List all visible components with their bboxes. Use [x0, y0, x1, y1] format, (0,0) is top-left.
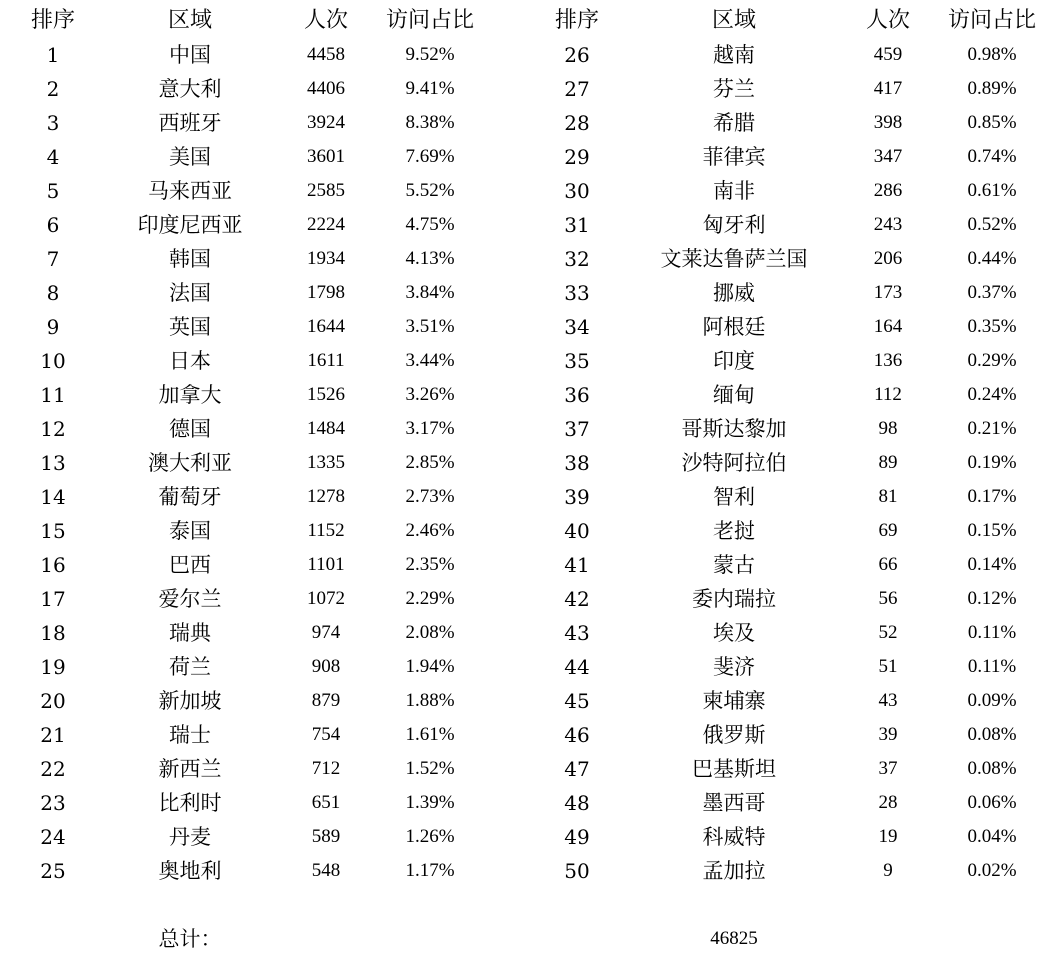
rank-cell: 2 [46, 77, 60, 101]
rank-cell: 28 [564, 111, 590, 135]
rank-cell: 45 [564, 689, 590, 713]
table-row [0, 718, 1045, 752]
header-region-left: 区域 [167, 8, 212, 33]
share-cell: 0.61% [967, 180, 1017, 201]
region-cell: 芬兰 [713, 77, 755, 101]
visits-cell: 112 [874, 384, 902, 405]
visits-cell: 19 [878, 826, 898, 847]
rank-cell: 18 [40, 621, 66, 645]
region-cell: 斐济 [713, 655, 755, 679]
visits-cell: 1611 [307, 350, 345, 371]
region-cell: 中国 [169, 43, 211, 67]
rank-cell: 20 [40, 689, 66, 713]
table-row [0, 208, 1045, 242]
region-cell: 美国 [169, 145, 211, 169]
region-cell: 德国 [169, 417, 211, 441]
rank-cell: 40 [564, 519, 590, 543]
rank-cell: 38 [564, 451, 590, 475]
share-cell: 0.21% [967, 418, 1017, 439]
visits-cell: 286 [873, 180, 903, 201]
region-cell: 蒙古 [713, 553, 755, 577]
share-cell: 2.08% [405, 622, 455, 643]
visits-cell: 754 [311, 724, 341, 745]
region-cell: 奥地利 [158, 859, 222, 883]
table-row [0, 106, 1045, 140]
rank-cell: 34 [564, 315, 590, 339]
visits-cell: 2224 [307, 214, 345, 235]
share-cell: 2.35% [405, 554, 455, 575]
share-cell: 9.41% [405, 78, 455, 99]
rank-cell: 16 [40, 553, 66, 577]
header-rank-right: 排序 [554, 8, 599, 33]
region-cell: 日本 [169, 349, 211, 373]
visits-cell: 52 [878, 622, 898, 643]
rank-cell: 33 [564, 281, 590, 305]
rank-cell: 48 [564, 791, 590, 815]
rank-cell: 13 [40, 451, 66, 475]
rank-cell: 50 [564, 859, 590, 883]
header-share-right: 访问占比 [947, 8, 1036, 33]
rank-cell: 15 [40, 519, 66, 543]
rank-cell: 25 [40, 859, 66, 883]
region-cell: 俄罗斯 [702, 723, 766, 747]
share-cell: 2.46% [405, 520, 455, 541]
share-cell: 3.51% [405, 316, 455, 337]
visits-cell: 347 [873, 146, 903, 167]
rank-cell: 31 [564, 213, 590, 237]
region-cell: 英国 [169, 315, 211, 339]
rank-cell: 29 [564, 145, 590, 169]
visits-cell: 1072 [307, 588, 345, 609]
rank-cell: 47 [564, 757, 590, 781]
table-row [0, 684, 1045, 718]
visits-cell: 66 [878, 554, 898, 575]
table-row [0, 276, 1045, 310]
visits-cell: 459 [873, 44, 903, 65]
share-cell: 0.37% [967, 282, 1017, 303]
visits-cell: 974 [311, 622, 341, 643]
visits-cell: 1644 [307, 316, 345, 337]
share-cell: 0.11% [967, 622, 1017, 643]
share-cell: 2.73% [405, 486, 455, 507]
table-row [0, 310, 1045, 344]
region-cell: 荷兰 [169, 655, 211, 679]
table-row [0, 548, 1045, 582]
table-row [0, 820, 1045, 854]
region-cell: 法国 [169, 281, 211, 305]
rank-cell: 39 [564, 485, 590, 509]
region-cell: 瑞士 [169, 723, 211, 747]
header-visits-left: 人次 [303, 8, 348, 33]
region-cell: 丹麦 [169, 825, 211, 849]
rank-cell: 8 [46, 281, 60, 305]
region-cell: 科威特 [702, 825, 766, 849]
rank-cell: 35 [564, 349, 590, 373]
visits-cell: 89 [878, 452, 898, 473]
visits-cell: 651 [311, 792, 341, 813]
visits-cell: 69 [878, 520, 898, 541]
region-cell: 比利时 [158, 791, 222, 815]
header-visits-right: 人次 [865, 8, 910, 33]
region-cell: 老挝 [713, 519, 755, 543]
rank-cell: 12 [40, 417, 66, 441]
visits-cell: 1101 [307, 554, 345, 575]
header-region-right: 区域 [711, 8, 756, 33]
rank-cell: 37 [564, 417, 590, 441]
visits-cell: 43 [878, 690, 898, 711]
table-row [0, 446, 1045, 480]
rank-cell: 17 [40, 587, 66, 611]
region-cell: 瑞典 [169, 621, 211, 645]
share-cell: 1.26% [405, 826, 455, 847]
region-cell: 柬埔寨 [702, 689, 766, 713]
share-cell: 0.98% [967, 44, 1017, 65]
total-label: 总计： [158, 927, 222, 951]
visits-cell: 164 [873, 316, 903, 337]
rank-cell: 44 [564, 655, 590, 679]
share-cell: 0.02% [967, 860, 1017, 881]
share-cell: 0.24% [967, 384, 1017, 405]
visits-cell: 4458 [307, 44, 345, 65]
rank-cell: 27 [564, 77, 590, 101]
share-cell: 1.17% [405, 860, 455, 881]
rank-cell: 26 [564, 43, 590, 67]
region-cell: 新加坡 [158, 689, 222, 713]
region-cell: 西班牙 [158, 111, 222, 135]
region-cell: 希腊 [713, 111, 755, 135]
region-cell: 南非 [713, 179, 755, 203]
visits-cell: 1526 [307, 384, 345, 405]
share-cell: 0.89% [967, 78, 1017, 99]
visits-cell: 39 [878, 724, 898, 745]
share-cell: 7.69% [405, 146, 455, 167]
share-cell: 0.85% [967, 112, 1017, 133]
visits-cell: 51 [878, 656, 898, 677]
table-row [0, 786, 1045, 820]
visits-cell: 206 [873, 248, 903, 269]
rank-cell: 1 [46, 43, 60, 67]
visits-cell: 1335 [307, 452, 345, 473]
table-row [0, 378, 1045, 412]
region-cell: 越南 [713, 43, 755, 67]
share-cell: 3.84% [405, 282, 455, 303]
region-cell: 挪威 [713, 281, 755, 305]
share-cell: 8.38% [405, 112, 455, 133]
table-row [0, 412, 1045, 446]
table-row [0, 344, 1045, 378]
share-cell: 0.17% [967, 486, 1017, 507]
rank-cell: 36 [564, 383, 590, 407]
share-cell: 9.52% [405, 44, 455, 65]
rank-cell: 5 [46, 179, 60, 203]
region-cell: 爱尔兰 [158, 587, 222, 611]
region-cell: 阿根廷 [702, 315, 766, 339]
rank-cell: 46 [564, 723, 590, 747]
region-cell: 委内瑞拉 [692, 587, 776, 611]
table-row [0, 38, 1045, 72]
share-cell: 0.44% [967, 248, 1017, 269]
total-value: 46825 [710, 928, 758, 949]
rank-cell: 43 [564, 621, 590, 645]
share-cell: 0.12% [967, 588, 1017, 609]
share-cell: 1.52% [405, 758, 455, 779]
rank-cell: 11 [40, 383, 66, 407]
share-cell: 0.14% [967, 554, 1017, 575]
share-cell: 3.26% [405, 384, 455, 405]
share-cell: 1.39% [405, 792, 455, 813]
table-row [0, 174, 1045, 208]
region-cell: 孟加拉 [702, 859, 766, 883]
region-cell: 巴西 [169, 553, 211, 577]
share-cell: 2.29% [405, 588, 455, 609]
table-row [0, 514, 1045, 548]
share-cell: 3.44% [405, 350, 455, 371]
region-cell: 意大利 [158, 77, 222, 101]
visits-cell: 81 [878, 486, 898, 507]
visits-cell: 98 [878, 418, 898, 439]
region-cell: 墨西哥 [702, 791, 766, 815]
region-cell: 澳大利亚 [148, 451, 232, 475]
header-share-left: 访问占比 [385, 8, 474, 33]
share-cell: 0.06% [967, 792, 1017, 813]
share-cell: 1.88% [405, 690, 455, 711]
region-cell: 印度 [713, 349, 755, 373]
region-cell: 埃及 [713, 621, 755, 645]
rank-cell: 9 [46, 315, 60, 339]
rank-cell: 23 [40, 791, 66, 815]
visits-cell: 712 [311, 758, 341, 779]
region-cell: 韩国 [169, 247, 211, 271]
region-cell: 巴基斯坦 [692, 757, 776, 781]
visits-cell: 1798 [307, 282, 345, 303]
visits-cell: 2585 [307, 180, 345, 201]
visits-cell: 548 [311, 860, 341, 881]
visits-cell: 398 [873, 112, 903, 133]
region-cell: 智利 [713, 485, 755, 509]
visits-cell: 908 [311, 656, 341, 677]
share-cell: 0.08% [967, 758, 1017, 779]
share-cell: 0.29% [967, 350, 1017, 371]
visits-cell: 1152 [307, 520, 345, 541]
rank-cell: 41 [564, 553, 590, 577]
share-cell: 0.19% [967, 452, 1017, 473]
visits-cell: 37 [878, 758, 898, 779]
visits-cell: 1278 [307, 486, 345, 507]
rank-cell: 49 [564, 825, 590, 849]
visits-cell: 56 [878, 588, 898, 609]
share-cell: 0.35% [967, 316, 1017, 337]
share-cell: 0.15% [967, 520, 1017, 541]
share-cell: 0.04% [967, 826, 1017, 847]
rank-cell: 7 [46, 247, 60, 271]
rank-cell: 32 [564, 247, 590, 271]
table-row [0, 480, 1045, 514]
region-cell: 哥斯达黎加 [681, 417, 787, 441]
region-cell: 葡萄牙 [158, 485, 222, 509]
region-cell: 菲律宾 [702, 145, 766, 169]
visits-cell: 243 [873, 214, 903, 235]
share-cell: 0.11% [967, 656, 1017, 677]
share-cell: 1.61% [405, 724, 455, 745]
region-cell: 文莱达鲁萨兰国 [660, 247, 808, 271]
header-rank-left: 排序 [30, 8, 75, 33]
visits-cell: 1934 [307, 248, 345, 269]
visits-cell: 1484 [307, 418, 345, 439]
visits-cell: 589 [311, 826, 341, 847]
visits-cell: 879 [311, 690, 341, 711]
rank-cell: 4 [46, 145, 60, 169]
visits-cell: 3924 [307, 112, 345, 133]
visits-cell: 9 [883, 860, 893, 881]
visits-cell: 417 [873, 78, 903, 99]
rank-cell: 10 [40, 349, 66, 373]
rank-cell: 42 [564, 587, 590, 611]
share-cell: 0.74% [967, 146, 1017, 167]
rank-cell: 22 [40, 757, 66, 781]
visits-cell: 3601 [307, 146, 345, 167]
rank-cell: 6 [46, 213, 60, 237]
visits-cell: 136 [873, 350, 903, 371]
rank-cell: 3 [46, 111, 60, 135]
table-row [0, 650, 1045, 684]
share-cell: 2.85% [405, 452, 455, 473]
region-cell: 匈牙利 [702, 213, 766, 237]
visits-cell: 4406 [307, 78, 345, 99]
rank-cell: 30 [564, 179, 590, 203]
rank-cell: 14 [40, 485, 66, 509]
share-cell: 0.52% [967, 214, 1017, 235]
table-row [0, 616, 1045, 650]
table-row [0, 854, 1045, 888]
share-cell: 0.08% [967, 724, 1017, 745]
visits-cell: 28 [878, 792, 898, 813]
region-cell: 缅甸 [713, 383, 755, 407]
rank-cell: 21 [40, 723, 66, 747]
rank-cell: 19 [40, 655, 66, 679]
region-cell: 印度尼西亚 [137, 213, 243, 237]
table-row [0, 752, 1045, 786]
table-row [0, 140, 1045, 174]
share-cell: 4.13% [405, 248, 455, 269]
region-cell: 加拿大 [158, 383, 222, 407]
share-cell: 5.52% [405, 180, 455, 201]
share-cell: 0.09% [967, 690, 1017, 711]
share-cell: 3.17% [405, 418, 455, 439]
rank-cell: 24 [40, 825, 66, 849]
region-cell: 马来西亚 [148, 179, 232, 203]
region-cell: 新西兰 [158, 757, 222, 781]
region-cell: 沙特阿拉伯 [681, 451, 787, 475]
share-cell: 4.75% [405, 214, 455, 235]
share-cell: 1.94% [405, 656, 455, 677]
visits-cell: 173 [873, 282, 903, 303]
table-row [0, 582, 1045, 616]
region-cell: 泰国 [169, 519, 211, 543]
table-row [0, 72, 1045, 106]
table-row [0, 242, 1045, 276]
